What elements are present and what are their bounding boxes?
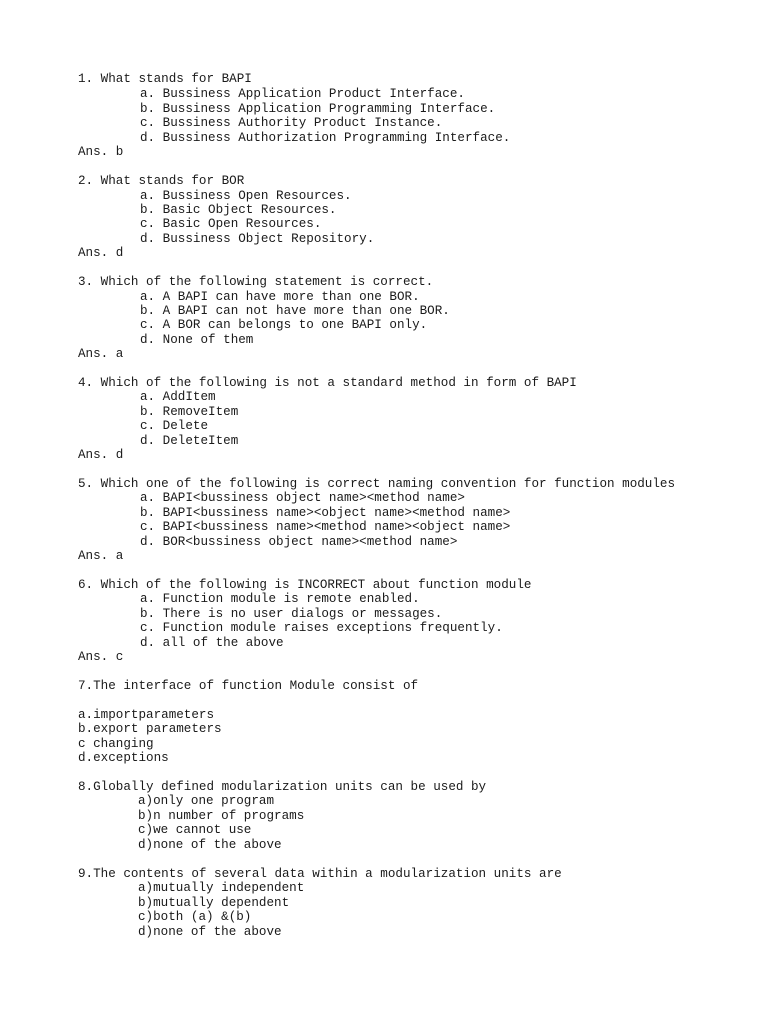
q8-option-c: c)we cannot use — [138, 823, 252, 837]
q5-option-c: c. BAPI<bussiness name><method name><object name> — [140, 520, 511, 534]
q9-option-b: b)mutually dependent — [138, 896, 290, 910]
q6-answer: Ans. c — [78, 650, 124, 664]
q8-option-b: b)n number of programs — [138, 809, 305, 823]
q5-option-b: b. BAPI<bussiness name><object name><method name> — [140, 506, 511, 520]
q1-option-b: b. Bussiness Application Programming Interface. — [140, 102, 496, 116]
q1-answer: Ans. b — [78, 145, 124, 159]
question-4: 4. Which of the following is not a standard method in form of BAPI — [78, 376, 577, 390]
q1-option-c: c. Bussiness Authority Product Instance. — [140, 116, 443, 130]
q3-option-c: c. A BOR can belongs to one BAPI only. — [140, 318, 428, 332]
q3-option-a: a. A BAPI can have more than one BOR. — [140, 290, 420, 304]
q4-answer: Ans. d — [78, 448, 124, 462]
q9-option-a: a)mutually independent — [138, 881, 305, 895]
q4-option-b: b. RemoveItem — [140, 405, 239, 419]
q2-option-d: d. Bussiness Object Repository. — [140, 232, 375, 246]
q2-option-c: c. Basic Open Resources. — [140, 217, 322, 231]
q9-option-c: c)both (a) &(b) — [138, 910, 252, 924]
q5-answer: Ans. a — [78, 549, 124, 563]
question-9: 9.The contents of several data within a modularization units are — [78, 867, 562, 881]
q4-option-c: c. Delete — [140, 419, 209, 433]
q2-option-a: a. Bussiness Open Resources. — [140, 189, 352, 203]
question-6: 6. Which of the following is INCORRECT about function module — [78, 578, 532, 592]
question-5: 5. Which one of the following is correct naming convention for function modules — [78, 477, 676, 491]
question-1: 1. What stands for BAPI — [78, 72, 252, 86]
q3-option-d: d. None of them — [140, 333, 254, 347]
question-7: 7.The interface of function Module consist of — [78, 679, 419, 693]
q1-option-a: a. Bussiness Application Product Interface. — [140, 87, 465, 101]
q5-option-a: a. BAPI<bussiness object name><method name> — [140, 491, 465, 505]
q4-option-d: d. DeleteItem — [140, 434, 239, 448]
q6-option-d: d. all of the above — [140, 636, 284, 650]
q2-answer: Ans. d — [78, 246, 124, 260]
question-8: 8.Globally defined modularization units can be used by — [78, 780, 487, 794]
q1-option-d: d. Bussiness Authorization Programming Interface. — [140, 131, 511, 145]
q7-option-c: c changing — [78, 737, 154, 751]
q8-option-a: a)only one program — [138, 794, 275, 808]
q5-option-d: d. BOR<bussiness object name><method name> — [140, 535, 458, 549]
q7-option-b: b.export parameters — [78, 722, 222, 736]
q3-answer: Ans. a — [78, 347, 124, 361]
q7-option-d: d.exceptions — [78, 751, 169, 765]
q7-option-a: a.importparameters — [78, 708, 215, 722]
q8-option-d: d)none of the above — [138, 838, 282, 852]
question-2: 2. What stands for BOR — [78, 174, 245, 188]
q3-option-b: b. A BAPI can not have more than one BOR. — [140, 304, 450, 318]
q9-option-d: d)none of the above — [138, 925, 282, 939]
q6-option-c: c. Function module raises exceptions frequently. — [140, 621, 503, 635]
question-3: 3. Which of the following statement is correct. — [78, 275, 434, 289]
q6-option-a: a. Function module is remote enabled. — [140, 592, 420, 606]
q4-option-a: a. AddItem — [140, 390, 216, 404]
q2-option-b: b. Basic Object Resources. — [140, 203, 337, 217]
q6-option-b: b. There is no user dialogs or messages. — [140, 607, 443, 621]
